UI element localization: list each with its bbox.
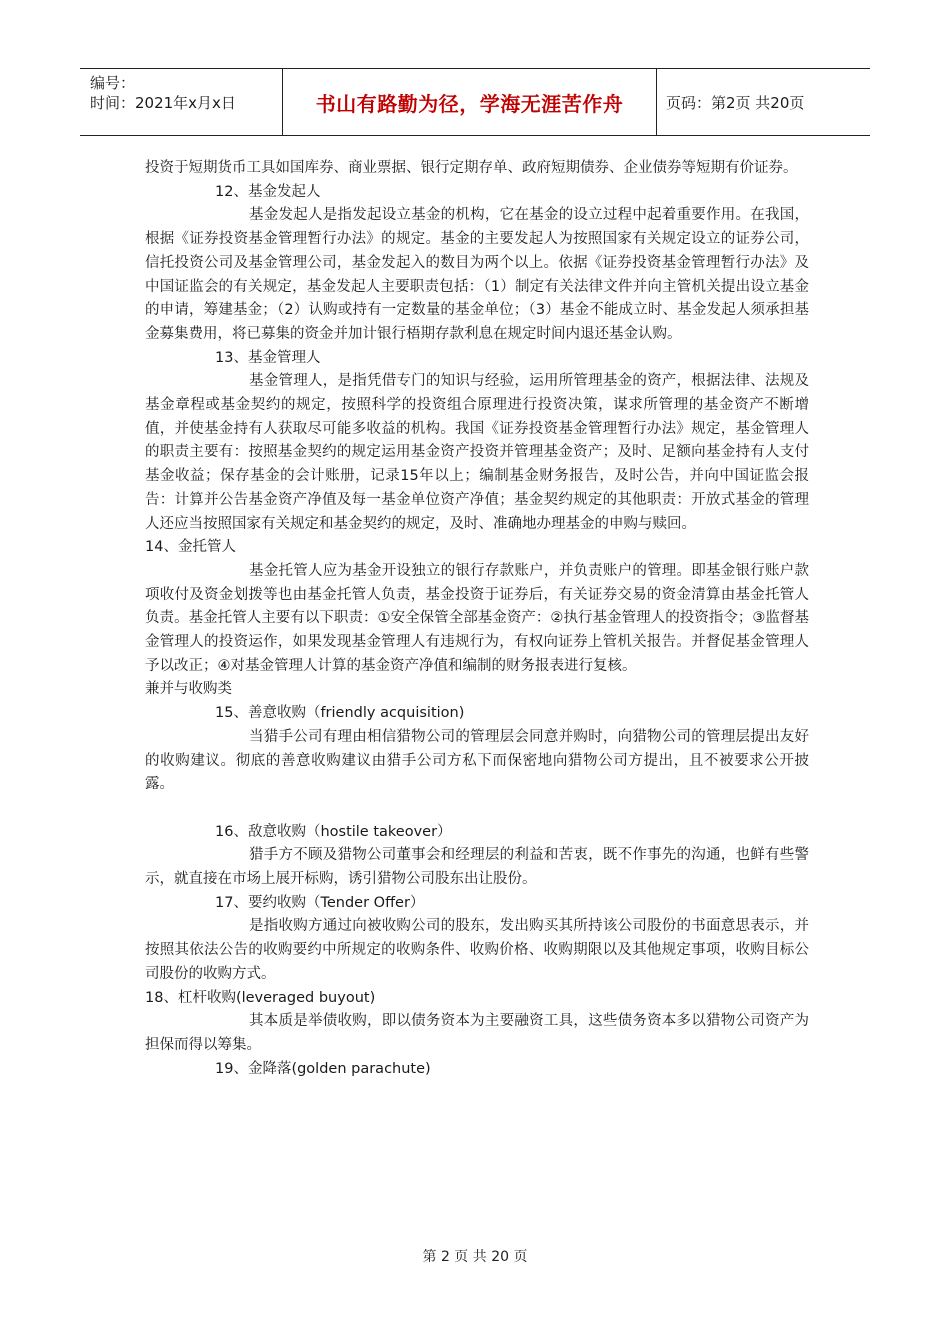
intro-paragraph: 投资于短期货币工具如国库券、商业票据、银行定期存单、政府短期债券、企业债券等短期有价证券。 bbox=[145, 160, 798, 176]
header-meta bbox=[80, 69, 283, 135]
blank-line bbox=[145, 797, 809, 821]
section-15-title: 15、善意收购（friendly acquisition) bbox=[215, 705, 465, 722]
category-heading: 兼并与收购类 bbox=[145, 681, 232, 698]
section-15-text: 当猎手公司有理由相信猎物公司的管理层会同意并购时，向猎物公司的管理层提出友好的收购建议。彻底的善意收购建议由猎手公司方私下而保密地向猎物公司方提出，且不被要求公开披露。 bbox=[145, 728, 809, 793]
section-18-text: 其本质是举债收购，即以债务资本为主要融资工具，这些债务资本多以猎物公司资产为担保而得以筹集。 bbox=[145, 1013, 809, 1053]
section-12-title: 12、基金发起人 bbox=[215, 183, 321, 200]
header-motto: 书山有路勤为径，学海无涯苦作舟 bbox=[283, 69, 657, 135]
header-time-label: 时间：2021年x月x日 bbox=[90, 94, 236, 112]
section-13-title: 13、基金管理人 bbox=[215, 349, 321, 366]
section-19-title: 19、金降落(golden parachute) bbox=[215, 1060, 431, 1077]
section-16-title: 16、敌意收购（hostile takeover） bbox=[215, 823, 452, 840]
document-body bbox=[145, 157, 809, 1081]
section-13-text: 基金管理人，是指凭借专门的知识与经验，运用所管理基金的资产，根据法律、法规及基金章程或基金契约的规定，按照科学的投资组合原理进行投资决策，谋求所管理的基金资产不断增值，并使基金持有人获取尽可能多收益的机构。我国《证券投资基金管理暂行办法》规定，基金管理人的职责主要有：按照基金契约的规定运用基金资产投资并管理基金资产；及时、足额向基金持有人支付基金收益；保存基金的会计账册，记录15年以上；编制基金财务报告，及时公告，并向中国证监会报告：计算并公告基金资产净值及每一基金单位资产净值；基金契约规定的其他职责：开放式基金的管理人还应当按照国家有关规定和基金契约的规定，及时、准确地办理基金的申购与赎回。 bbox=[145, 373, 809, 532]
page-footer: 第 2 页 共 20 页 bbox=[422, 1249, 528, 1265]
section-14-title: 14、金托管人 bbox=[145, 539, 236, 556]
section-18-title: 18、杠杆收购(leveraged buyout) bbox=[145, 989, 376, 1006]
section-12-text: 基金发起人是指发起设立基金的机构，它在基金的设立过程中起着重要作用。在我国，根据《证券投资基金管理暂行办法》的规定。基金的主要发起人为按照国家有关规定设立的证券公司，信托投资公司及基金管理公司，基金发起入的数目为两个以上。依据《证券投资基金管理暂行办法》及中国证监会的有关规定，基金发起人主要职责包括：（1）制定有关法律文件并向主管机关提出设立基金的申请，筹建基金；（2）认购或持有一定数量的基金单位；（3）基金不能成立时、基金发起人须承担基金募集费用，将已募集的资金并加计银行梧期存款利息在规定时间内退还基金认购。 bbox=[145, 207, 809, 342]
section-16-text: 猎手方不顾及猎物公司董事会和经理层的利益和苦衷，既不作事先的沟通，也鲜有些警示，就直接在市场上展开标购，诱引猎物公司股东出让股份。 bbox=[145, 847, 809, 888]
page-header bbox=[80, 68, 870, 136]
header-number-label: 编号： bbox=[90, 74, 136, 92]
section-17-text: 是指收购方通过向被收购公司的股东，发出购买其所持该公司股份的书面意思表示，并按照其依法公告的收购要约中所规定的收购条件、收购价格、收购期限以及其他规定事项，收购目标公司股份的收购方式。 bbox=[145, 918, 809, 982]
section-14-text: 基金托管人应为基金开设独立的银行存款账户，并负责账户的管理。即基金银行账户款项收付及资金划拨等也由基金托管人负责，基金投资于证券后，有关证券交易的资金清算由基金托管人负责。基金托管人主要有以下职责：①安全保管全部基金资产：②执行基金管理人的投资指令；③监督基金管理人的投资运作，如果发现基金管理人有违规行为，有权向证券上管机关报告。并督促基金管理人予以改正；④对基金管理人计算的基金资产净值和编制的财务报表进行复核。 bbox=[145, 562, 809, 674]
section-17-title: 17、要约收购（Tender Offer） bbox=[215, 894, 425, 911]
header-page-label: 页码：第2页 共20页 bbox=[666, 93, 805, 112]
